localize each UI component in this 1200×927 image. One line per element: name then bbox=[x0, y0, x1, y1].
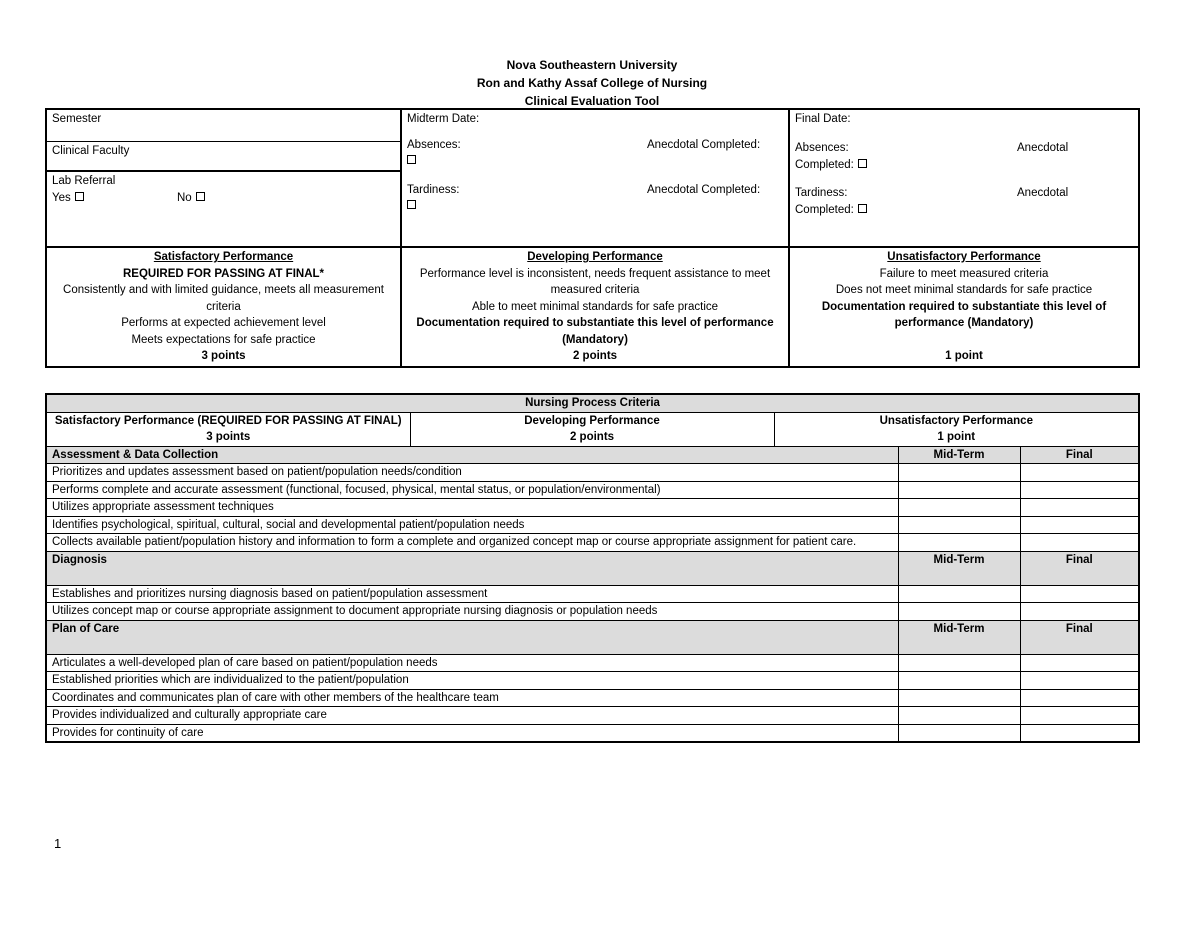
criterion-text: Utilizes appropriate assessment techniques bbox=[46, 499, 898, 517]
midterm-header: Mid-Term bbox=[898, 620, 1020, 654]
table-row bbox=[46, 724, 1139, 742]
midterm-score-cell[interactable] bbox=[898, 707, 1020, 725]
final-tardiness-row bbox=[795, 185, 1133, 202]
midterm-score-cell[interactable] bbox=[898, 534, 1020, 552]
criteria-level-developing bbox=[410, 412, 774, 446]
midterm-score-cell[interactable] bbox=[898, 585, 1020, 603]
final-score-cell[interactable] bbox=[1020, 499, 1139, 517]
midterm-score-cell[interactable] bbox=[898, 724, 1020, 742]
criterion-text: Established priorities which are individualized to the patient/population bbox=[46, 672, 898, 690]
unsatisfactory-title: Unsatisfactory Performance bbox=[887, 251, 1041, 263]
no-label: No bbox=[177, 191, 192, 204]
satisfactory-line-3: Meets expectations for safe practice bbox=[131, 333, 316, 346]
midterm-header: Mid-Term bbox=[898, 551, 1020, 585]
satisfactory-title: Satisfactory Performance bbox=[153, 251, 294, 263]
final-date-label: Final Date: bbox=[795, 113, 851, 125]
semester-field[interactable] bbox=[46, 109, 401, 141]
satisfactory-performance-cell bbox=[46, 247, 401, 367]
midterm-score-cell[interactable] bbox=[898, 672, 1020, 690]
criteria-level-satisfactory bbox=[46, 412, 410, 446]
final-score-cell[interactable] bbox=[1020, 534, 1139, 552]
midterm-score-cell[interactable] bbox=[898, 464, 1020, 482]
criteria-level-unsatisfactory-points: 1 point bbox=[937, 431, 976, 443]
table-row bbox=[46, 603, 1139, 621]
document-header bbox=[0, 56, 1184, 110]
unsatisfactory-performance-cell bbox=[789, 247, 1139, 367]
final-score-cell[interactable] bbox=[1020, 481, 1139, 499]
final-absences-label: Absences: bbox=[795, 142, 849, 154]
no-checkbox[interactable] bbox=[196, 192, 205, 201]
table-row bbox=[46, 481, 1139, 499]
table-row bbox=[46, 516, 1139, 534]
midterm-score-cell[interactable] bbox=[898, 689, 1020, 707]
midterm-absences-row bbox=[407, 137, 783, 153]
unsatisfactory-points: 1 point bbox=[945, 349, 983, 362]
criterion-text: Establishes and prioritizes nursing diagnosis based on patient/population assessment bbox=[46, 585, 898, 603]
satisfactory-points: 3 points bbox=[201, 350, 246, 362]
section-name: Diagnosis bbox=[46, 551, 898, 585]
satisfactory-line-0: REQUIRED FOR PASSING AT FINAL* bbox=[122, 267, 325, 280]
table-row bbox=[46, 464, 1139, 482]
section-name: Plan of Care bbox=[46, 620, 898, 654]
final-tardiness-completed-label: Completed: bbox=[795, 204, 854, 216]
midterm-score-cell[interactable] bbox=[898, 603, 1020, 621]
developing-points: 2 points bbox=[572, 350, 618, 362]
section-header-row bbox=[46, 551, 1139, 585]
final-score-cell[interactable] bbox=[1020, 707, 1139, 725]
midterm-cell bbox=[401, 109, 789, 247]
final-header: Final bbox=[1020, 620, 1139, 654]
final-score-cell[interactable] bbox=[1020, 724, 1139, 742]
table-row bbox=[46, 672, 1139, 690]
criterion-text: Articulates a well-developed plan of care based on patient/population needs bbox=[46, 654, 898, 672]
section-name: Assessment & Data Collection bbox=[46, 446, 898, 464]
table-row bbox=[46, 585, 1139, 603]
final-score-cell[interactable] bbox=[1020, 603, 1139, 621]
midterm-header: Mid-Term bbox=[898, 446, 1020, 464]
final-absences-completed-label: Completed: bbox=[795, 159, 854, 171]
satisfactory-line-1: Consistently and with limited guidance, meets all measurement criteria bbox=[63, 284, 384, 313]
developing-line-2: Documentation required to substantiate this level of performance (Mandatory) bbox=[416, 317, 774, 346]
table-row bbox=[46, 499, 1139, 517]
table-row bbox=[46, 707, 1139, 725]
table-row bbox=[46, 534, 1139, 552]
clinical-faculty-field[interactable] bbox=[46, 141, 401, 171]
final-header: Final bbox=[1020, 446, 1139, 464]
final-score-cell[interactable] bbox=[1020, 585, 1139, 603]
criteria-title: Nursing Process Criteria bbox=[46, 394, 1139, 412]
final-score-cell[interactable] bbox=[1020, 654, 1139, 672]
college-name: Ron and Kathy Assaf College of Nursing bbox=[476, 76, 708, 90]
criterion-text: Utilizes concept map or course appropriate assignment to document appropriate nursing diagnosis or population needs bbox=[46, 603, 898, 621]
university-name: Nova Southeastern University bbox=[506, 58, 678, 72]
final-tardiness-anecdotal-label: Anecdotal bbox=[1017, 187, 1069, 199]
yes-label: Yes bbox=[52, 191, 71, 204]
criteria-level-developing-label: Developing Performance bbox=[524, 414, 660, 427]
yes-checkbox[interactable] bbox=[75, 192, 84, 201]
criterion-text: Provides for continuity of care bbox=[46, 724, 898, 742]
final-header: Final bbox=[1020, 551, 1139, 585]
developing-title: Developing Performance bbox=[527, 251, 663, 263]
final-tardiness-label: Tardiness: bbox=[795, 187, 848, 199]
midterm-score-cell[interactable] bbox=[898, 654, 1020, 672]
final-absences-checkbox[interactable] bbox=[858, 159, 867, 168]
final-cell bbox=[789, 109, 1139, 247]
midterm-absences-label: Absences: bbox=[407, 139, 461, 151]
unsatisfactory-line-0: Failure to meet measured criteria bbox=[879, 267, 1049, 280]
semester-label: Semester bbox=[52, 113, 102, 125]
developing-line-0: Performance level is inconsistent, needs frequent assistance to meet measured criteria bbox=[419, 267, 771, 296]
criteria-level-satisfactory-points: 3 points bbox=[206, 431, 251, 443]
midterm-tardiness-anecdotal-label: Anecdotal Completed: bbox=[647, 184, 761, 196]
final-tardiness-checkbox[interactable] bbox=[858, 204, 867, 213]
unsatisfactory-line-1: Does not meet minimal standards for safe practice bbox=[835, 284, 1093, 296]
final-score-cell[interactable] bbox=[1020, 516, 1139, 534]
criteria-level-unsatisfactory bbox=[774, 412, 1139, 446]
tool-name: Clinical Evaluation Tool bbox=[524, 94, 660, 108]
table-row bbox=[46, 689, 1139, 707]
final-absences-row bbox=[795, 140, 1133, 157]
criterion-text: Coordinates and communicates plan of care with other members of the healthcare team bbox=[46, 689, 898, 707]
clinical-faculty-label: Clinical Faculty bbox=[52, 144, 130, 157]
section-header-row bbox=[46, 620, 1139, 654]
midterm-tardiness-label: Tardiness: bbox=[407, 184, 460, 196]
criterion-text: Provides individualized and culturally appropriate care bbox=[46, 707, 898, 725]
midterm-date-label: Midterm Date: bbox=[407, 113, 480, 125]
lab-referral-label: Lab Referral bbox=[52, 175, 116, 187]
final-date-field[interactable] bbox=[795, 111, 1133, 140]
criteria-level-developing-points: 2 points bbox=[569, 431, 615, 443]
midterm-absences-anecdotal-label: Anecdotal Completed: bbox=[647, 139, 761, 151]
satisfactory-line-2: Performs at expected achievement level bbox=[121, 317, 326, 329]
section-header-row bbox=[46, 446, 1139, 464]
midterm-tardiness-row bbox=[407, 182, 783, 198]
criterion-text: Prioritizes and updates assessment based on patient/population needs/condition bbox=[46, 464, 898, 482]
criterion-text: Identifies psychological, spiritual, cultural, social and developmental patient/population needs bbox=[46, 516, 898, 534]
midterm-score-cell[interactable] bbox=[898, 516, 1020, 534]
midterm-tardiness-checkbox[interactable] bbox=[407, 200, 416, 209]
developing-line-1: Able to meet minimal standards for safe practice bbox=[471, 300, 719, 313]
criterion-text: Collects available patient/population history and information to form a complete and organized concept map or course appropriate assignment for patient care. bbox=[46, 534, 898, 552]
page-number: 1 bbox=[54, 836, 62, 851]
midterm-date-field[interactable] bbox=[407, 111, 783, 137]
criteria-level-unsatisfactory-label: Unsatisfactory Performance bbox=[879, 414, 1033, 427]
lab-referral-field bbox=[46, 171, 401, 247]
midterm-absences-checkbox[interactable] bbox=[407, 155, 416, 164]
table-row bbox=[46, 654, 1139, 672]
unsatisfactory-line-2: Documentation required to substantiate this level of performance (Mandatory) bbox=[821, 300, 1107, 329]
criteria-level-satisfactory-label: Satisfactory Performance (REQUIRED FOR PASSING AT FINAL) bbox=[54, 414, 402, 427]
developing-performance-cell bbox=[401, 247, 789, 367]
final-score-cell[interactable] bbox=[1020, 672, 1139, 690]
midterm-score-cell[interactable] bbox=[898, 499, 1020, 517]
final-score-cell[interactable] bbox=[1020, 689, 1139, 707]
criterion-text: Performs complete and accurate assessment (functional, focused, physical, mental status, or population/environmental) bbox=[46, 481, 898, 499]
final-score-cell[interactable] bbox=[1020, 464, 1139, 482]
evaluation-info-table bbox=[45, 108, 1140, 368]
nursing-process-criteria-table bbox=[45, 393, 1140, 743]
final-absences-anecdotal-label: Anecdotal bbox=[1017, 142, 1069, 154]
midterm-score-cell[interactable] bbox=[898, 481, 1020, 499]
